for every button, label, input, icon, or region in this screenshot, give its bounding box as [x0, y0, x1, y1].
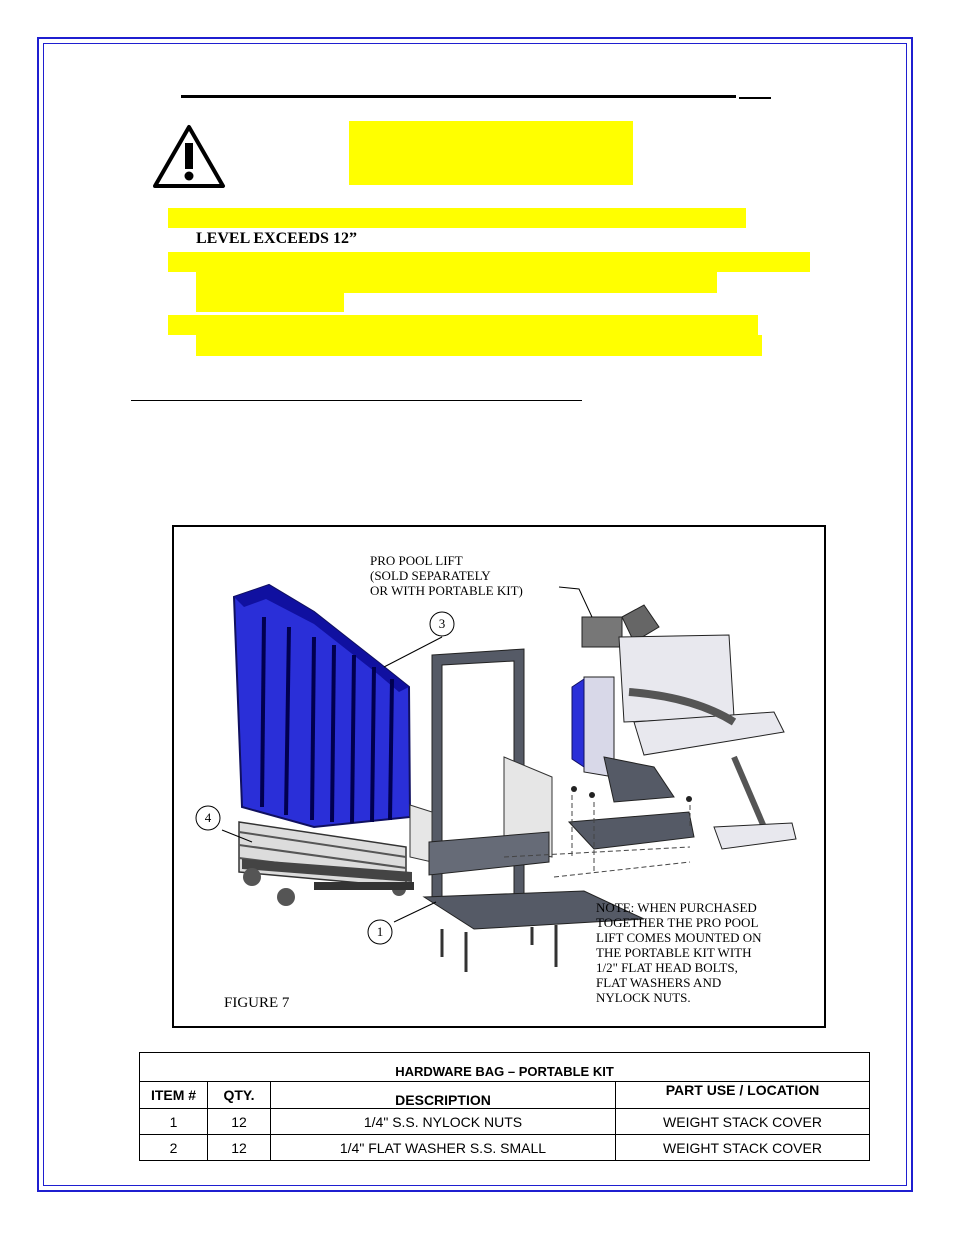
figure-label: FIGURE 7	[224, 995, 290, 1011]
warning-highlight-4	[196, 293, 344, 312]
warning-highlight-6	[196, 335, 762, 356]
warning-highlight-5	[168, 315, 758, 335]
row-1-qty: 12	[208, 1109, 271, 1135]
note-line-5: 1/2" FLAT HEAD BOLTS,	[596, 960, 738, 975]
weight-stack-base	[239, 822, 414, 906]
row-2-qty: 12	[208, 1135, 271, 1161]
balloon-3	[430, 612, 454, 636]
title-underline	[181, 95, 736, 98]
balloon-1	[368, 920, 392, 944]
table-caption: HARDWARE BAG – PORTABLE KIT	[140, 1053, 870, 1082]
warning-highlight-3	[196, 272, 717, 293]
note-line-1: NOTE: WHEN PURCHASED	[596, 900, 757, 915]
row-1-item: 1	[140, 1109, 208, 1135]
warning-title-highlight	[349, 121, 633, 185]
table-row	[140, 1109, 870, 1135]
portable-kit-drawing	[174, 527, 824, 1026]
header-description: DESCRIPTION	[271, 1082, 616, 1109]
row-2-part-use: WEIGHT STACK COVER	[616, 1135, 870, 1161]
lift-callout-line-2: (SOLD SEPARATELY	[370, 568, 491, 583]
row-2-item: 2	[140, 1135, 208, 1161]
row-2-description: 1/4" FLAT WASHER S.S. SMALL	[271, 1135, 616, 1161]
weight-stack-cover	[234, 585, 410, 827]
lift-callout-line-1: PRO POOL LIFT	[370, 553, 463, 568]
balloon-4-label: 4	[204, 810, 212, 825]
title-underline-tail	[739, 97, 771, 99]
warning-triangle-icon	[152, 123, 226, 189]
balloon-1-label: 1	[376, 924, 384, 939]
hardware-table	[139, 1052, 870, 1161]
row-1-part-use: WEIGHT STACK COVER	[616, 1109, 870, 1135]
balloon-4	[196, 806, 220, 830]
warning-highlight-2	[168, 252, 810, 272]
section-underline	[131, 400, 582, 401]
figure-7	[172, 525, 826, 1028]
pool-lift	[569, 605, 796, 849]
note-line-4: THE PORTABLE KIT WITH	[596, 945, 752, 960]
note-line-7: NYLOCK NUTS.	[596, 990, 691, 1005]
note-line-3: LIFT COMES MOUNTED ON	[596, 930, 762, 945]
header-item: ITEM #	[140, 1082, 208, 1109]
table-row	[140, 1135, 870, 1161]
warning-line-level: LEVEL EXCEEDS 12”	[196, 230, 357, 247]
header-qty: QTY.	[208, 1082, 271, 1109]
note-line-2: TOGETHER THE PRO POOL	[596, 915, 759, 930]
note-line-6: FLAT WASHERS AND	[596, 975, 722, 990]
row-1-description: 1/4" S.S. NYLOCK NUTS	[271, 1109, 616, 1135]
balloon-3-label: 3	[438, 616, 446, 631]
lift-callout-line-3: OR WITH PORTABLE KIT)	[370, 583, 523, 598]
warning-highlight-1	[168, 208, 746, 228]
header-part-use: PART USE / LOCATION	[616, 1082, 870, 1109]
table-header-row	[140, 1082, 870, 1109]
